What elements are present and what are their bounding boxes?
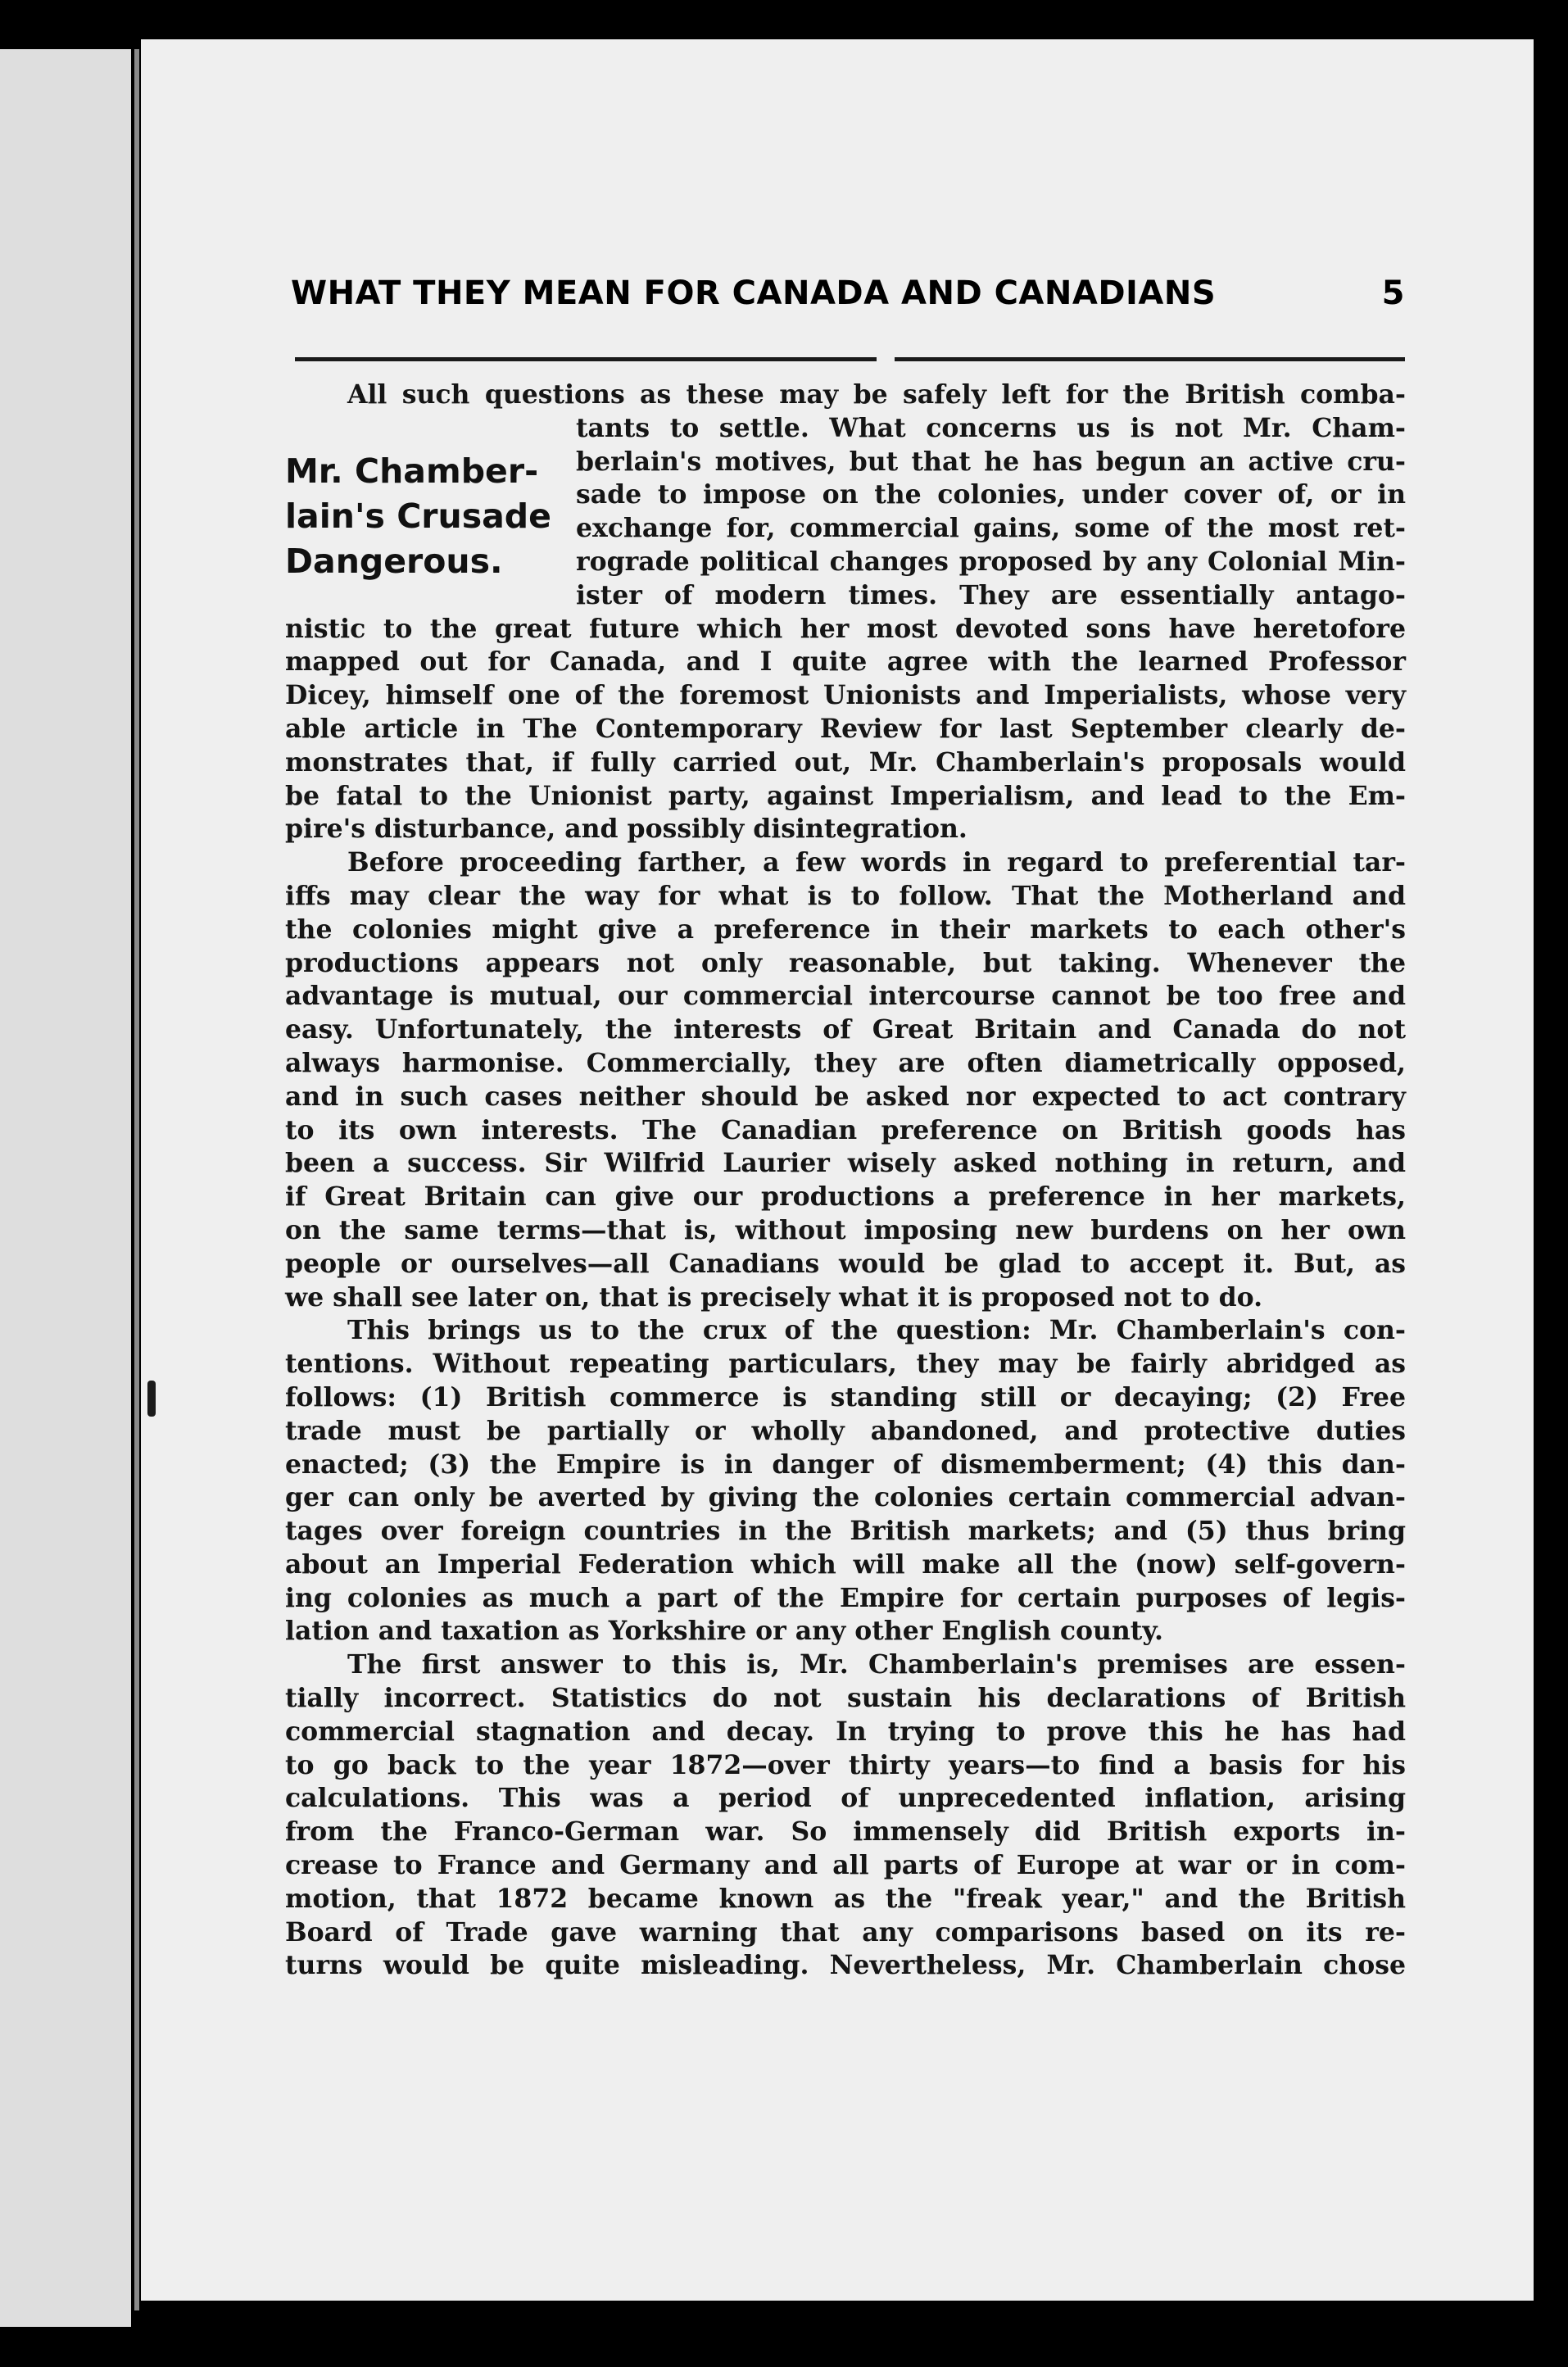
header-rule-gap [877,356,895,363]
text-line: mapped out for Canada, and I quite agree with the learned Professor [285,646,1406,678]
text-line: the colonies might give a preference in their markets to each other's [285,914,1406,945]
text-line: we shall see later on, that is precisely what it is proposed not to do. [285,1281,1263,1313]
margin-note-line: lain's Crusade [285,497,551,536]
text-line: always harmonise. Commercially, they are often diametrically opposed, [285,1047,1406,1078]
paragraph-1 [285,379,1406,846]
text-line: This brings us to the crux of the question: Mr. Chamberlain's con- [347,1315,1406,1346]
text-line: be fatal to the Unionist party, against Imperialism, and lead to the Em- [285,780,1406,811]
text-line: ger can only be averted by giving the colonies certain commercial advan- [285,1482,1406,1513]
text-line: to its own interests. The Canadian preference on British goods has [285,1114,1406,1145]
body-text [285,379,1406,1983]
text-line: on the same terms—that is, without imposing new burdens on her own [285,1214,1406,1245]
text-line: lation and taxation as Yorkshire or any other English county. [285,1616,1164,1647]
text-line: tants to settle. What concerns us is not Mr. Cham- [576,412,1406,443]
text-line: Before proceeding farther, a few words in regard to preferential tar- [347,847,1406,878]
text-line: commercial stagnation and decay. In trying to prove this he has had [285,1716,1406,1747]
text-line: ing colonies as much a part of the Empire for certain purposes of legis- [285,1582,1406,1613]
text-line: calculations. This was a period of unprecedented inflation, arising [285,1783,1406,1814]
text-line: tentions. Without repeating particulars, they may be fairly abridged as [285,1349,1406,1380]
text-line: able article in The Contemporary Review for last September clearly de- [285,713,1406,744]
text-line: about an Imperial Federation which will make all the (now) self-govern- [285,1549,1406,1580]
text-line: from the Franco-German war. So immensely did British exports in- [285,1816,1406,1848]
header-rule [295,357,1405,361]
text-line: All such questions as these may be safely left for the British comba- [347,379,1406,410]
page-number: 5 [1381,274,1405,312]
text-line: rograde political changes proposed by any Colonial Min- [576,546,1406,577]
text-line: tages over foreign countries in the British markets; and (5) thus bring [285,1516,1406,1547]
text-line: sade to impose on the colonies, under cover of, or in [576,479,1406,510]
text-line: ister of modern times. They are essentially antago- [576,579,1406,610]
margin-note-line: Dangerous. [285,542,503,581]
text-line: easy. Unfortunately, the interests of Great Britain and Canada do not [285,1014,1406,1045]
text-line: motion, that 1872 became known as the "freak year," and the British [285,1883,1406,1914]
text-line: advantage is mutual, our commercial intercourse cannot be too free and [285,981,1406,1012]
paragraph-4 [285,1648,1406,1983]
text-line: people or ourselves—all Canadians would be glad to accept it. But, as [285,1248,1406,1279]
text-line: nistic to the great future which her most devoted sons have heretofore [285,613,1406,644]
text-line: turns would be quite misleading. Nevertheless, Mr. Chamberlain chose [285,1950,1406,1981]
text-line: iffs may clear the way for what is to follow. That the Motherland and [285,880,1406,911]
text-line: been a success. Sir Wilfrid Laurier wisely asked nothing in return, and [285,1148,1406,1179]
text-line: enacted; (3) the Empire is in danger of dismemberment; (4) this dan- [285,1449,1406,1480]
paragraph-3 [285,1314,1406,1648]
text-line: tially incorrect. Statistics do not sustain his declarations of British [285,1683,1406,1714]
text-line: if Great Britain can give our productions a preference in her markets, [285,1181,1406,1213]
binding-mark [147,1381,156,1417]
text-line: trade must be partially or wholly abandoned, and protective duties [285,1415,1406,1446]
text-line: productions appears not only reasonable, but taking. Whenever the [285,947,1406,978]
paragraph-2 [285,846,1406,1314]
page-gutter [134,49,139,2310]
running-header [291,274,1405,312]
text-line: berlain's motives, but that he has begun an active cru- [576,446,1406,477]
text-line: exchange for, commercial gains, some of the most ret- [576,513,1406,544]
text-line: crease to France and Germany and all parts of Europe at war or in com- [285,1850,1406,1881]
text-line: monstrates that, if fully carried out, Mr. Chamberlain's proposals would [285,746,1406,778]
text-line: pire's disturbance, and possibly disintegration. [285,814,968,845]
facing-page-edge [0,49,131,2327]
text-line: Dicey, himself one of the foremost Unionists and Imperialists, whose very [285,680,1406,711]
text-line: Board of Trade gave warning that any comparisons based on its re- [285,1916,1406,1948]
text-line: and in such cases neither should be asked nor expected to act contrary [285,1081,1406,1112]
paragraph-1-narrow [576,412,1406,613]
margin-note-line: Mr. Chamber- [285,451,539,491]
text-line: follows: (1) British commerce is standing still or decaying; (2) Free [285,1381,1406,1412]
text-line: The first answer to this is, Mr. Chamberlain's premises are essen- [347,1649,1406,1680]
running-title: WHAT THEY MEAN FOR CANADA AND CANADIANS [291,274,1217,312]
text-line: to go back to the year 1872—over thirty years—to find a basis for his [285,1749,1406,1780]
